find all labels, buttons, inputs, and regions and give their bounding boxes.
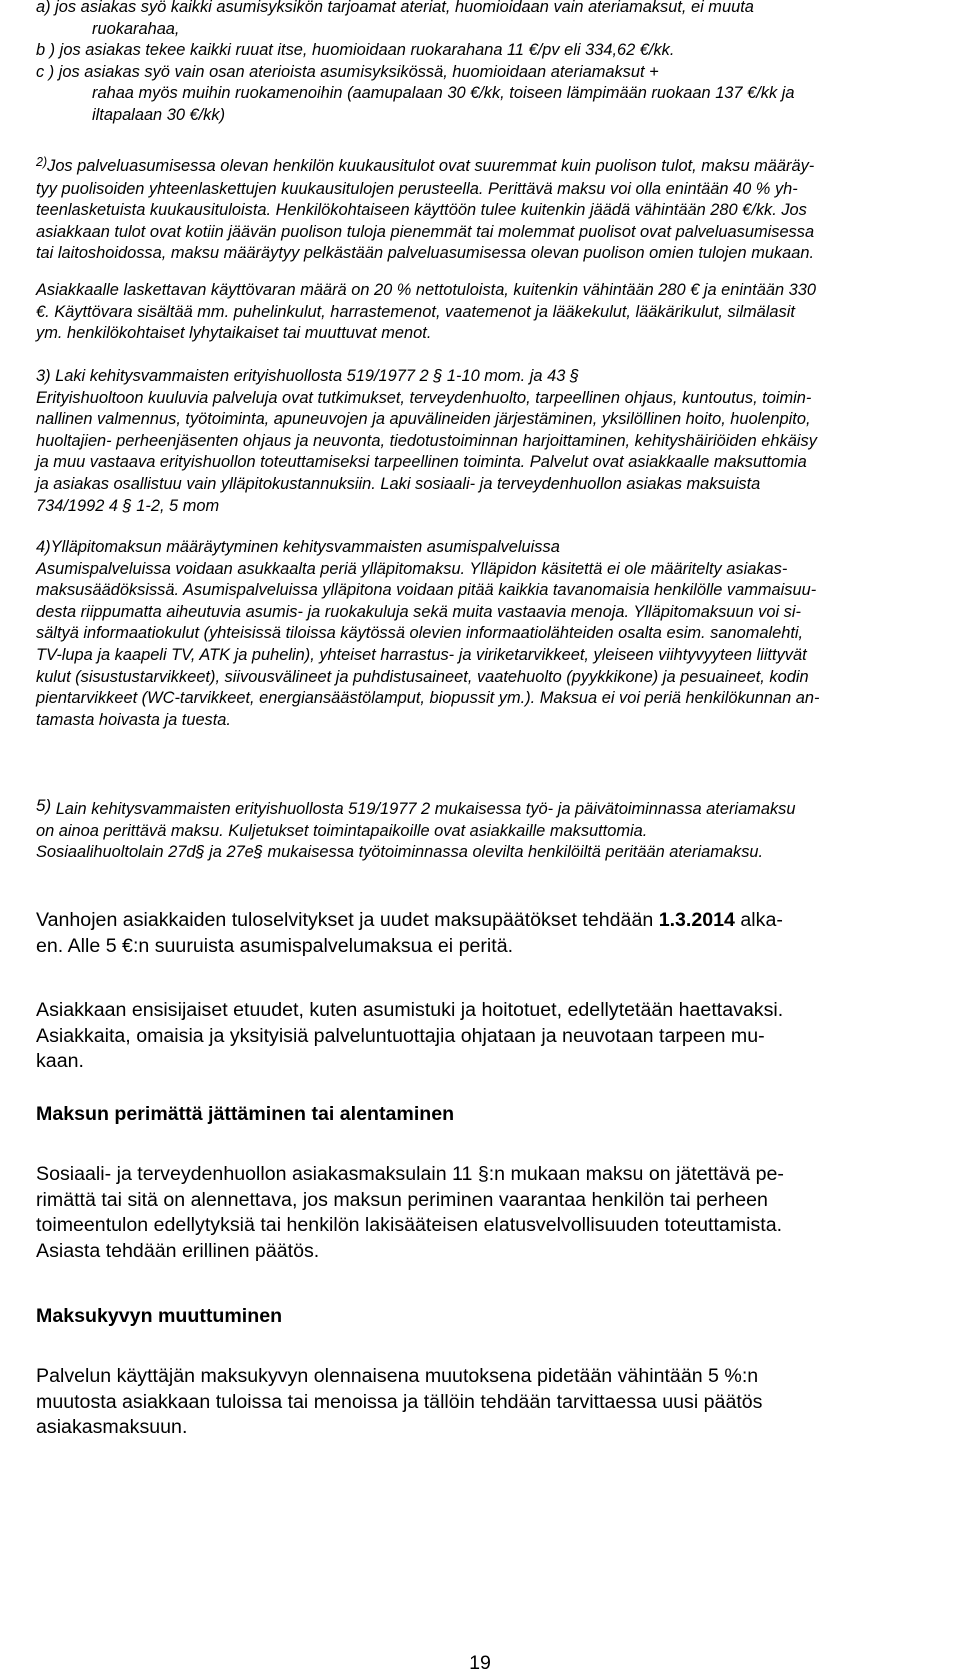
heading-fee-waiver: Maksun perimättä jättäminen tai alentaminen xyxy=(36,1103,455,1125)
footnote-3-line5: ja muu vastaava erityishuollon toteuttamiseksi tarpeellinen toiminta. Palvelut ovat asiakkaalle maksuttomia xyxy=(36,453,807,472)
paragraph-payment-capacity xyxy=(36,1364,942,1441)
footnote-5 xyxy=(36,798,942,864)
meal-calculation-list xyxy=(36,0,942,127)
fee-waiver-line1: Sosiaali- ja terveydenhuollon asiakasmaksulain 11 §:n mukaan maksu on jätettävä pe- xyxy=(36,1163,784,1185)
list-item-c-line2: rahaa myös muihin ruokamenoihin (aamupalaan 30 €/kk, toiseen lämpimään ruokaan 137 €/kk ja xyxy=(92,84,795,103)
old-clients-line1-end: alka- xyxy=(734,909,783,931)
footnote-4-line2: Asumispalveluissa voidaan asukkaalta periä ylläpitomaksu. Ylläpidon käsitettä ei ole määritelty asiakas- xyxy=(36,559,788,578)
footnote-4-line9: tamasta hoivasta ja tuesta. xyxy=(36,710,231,729)
footnote-4-line5: sältyä informaatiokulut (yhteisissä tiloissa käytössä olevien informaatiolähteiden osalta esim. sanomalehti, xyxy=(36,624,804,643)
footnote-3-line2: Erityishuoltoon kuuluvia palveluja ovat tutkimukset, terveydenhuolto, tarpeellinen ohjaus, kuntoutus, toimin- xyxy=(36,388,812,407)
old-clients-line2: en. Alle 5 €:n suuruista asumispalvelumaksua ei peritä. xyxy=(36,934,514,957)
list-item-c-line3: iltapalaan 30 €/kk) xyxy=(92,105,226,124)
footnote-4-line7: kulut (sisustustarvikkeet), siivousvälineet ja puhdistusaineet, vaatehuolto (pyykkikone) ja pesuaineet, kodin xyxy=(36,667,809,686)
payment-capacity-line3: asiakasmaksuun. xyxy=(36,1416,188,1439)
primary-benefits-line2: Asiakkaita, omaisia ja yksityisiä palveluntuottajia ohjataan ja neuvotaan tarpeen mu- xyxy=(36,1024,765,1047)
footnote-5-marker: 5) xyxy=(36,796,52,815)
kayttovara-line3: ym. henkilökohtaiset lyhytaikaiset tai muuttuvat menot. xyxy=(36,324,432,343)
paragraph-old-clients xyxy=(36,908,942,959)
footnote-4-line3: maksusäädöksissä. Asumispalveluissa ylläpitona voidaan pitää kaikkia tavanomaisia henkilölle vammaisuu- xyxy=(36,581,817,600)
old-clients-line1-text: Vanhojen asiakkaiden tuloselvitykset ja uudet maksupäätökset tehdään xyxy=(36,909,659,931)
footnote-3-line6: ja asiakas osallistuu vain ylläpitokustannuksiin. Laki sosiaali- ja terveydenhuollon asiakas maksuista xyxy=(36,474,761,493)
footnote-2-line4: asiakkaan tulot ovat kotiin jäävän puolison tuloja pienemmät tai molemmat puolisot ovat palveluasumisessa xyxy=(36,222,815,241)
footnote-5-line1: Lain kehitysvammaisten erityishuollosta 519/1977 2 mukaisessa työ- ja päivätoiminnassa ateriamaksu xyxy=(55,800,796,818)
footnote-5-line2: on ainoa perittävä maksu. Kuljetukset toimintapaikoille ovat asiakkaille maksuttomia. xyxy=(36,821,648,840)
footnote-2-marker: 2) xyxy=(36,155,48,169)
footnote-4 xyxy=(36,537,942,731)
footnote-2-line3: teenlasketuista kuukausituloista. Henkilökohtaiseen käyttöön tulee kuitenkin jäädä vähintään 280 €/kk. Jos xyxy=(36,201,807,220)
footnote-3-line3: nallinen valmennus, työtoiminta, apuneuvojen ja apuvälineiden järjestäminen, yksilöllinen hoito, huolenpito, xyxy=(36,410,811,429)
footnote-2 xyxy=(36,156,942,265)
fee-waiver-line2: rimättä tai sitä on alennettava, jos maksun periminen vaarantaa henkilön tai perheen xyxy=(36,1188,768,1211)
list-item-c-line1: c ) jos asiakas syö vain osan aterioista asumisyksikössä, huomioidaan ateriamaksut + xyxy=(36,62,659,81)
kayttovara-line2: €. Käyttövara sisältää mm. puhelinkulut, harrastemenot, vaatemenot ja lääkekulut, lääkärikulut, silmälasit xyxy=(36,302,795,321)
footnote-3-line4: huoltajien- perheenjäsenten ohjaus ja neuvonta, tiedotustoiminnan harjoittaminen, kehityshäiriöiden ehkäisy xyxy=(36,431,817,450)
payment-capacity-line1: Palvelun käyttäjän maksukyvyn olennaisena muutoksena pidetään vähintään 5 %:n xyxy=(36,1365,759,1387)
fee-waiver-line3: toimeentulon edellytyksiä tai henkilön lakisääteisen elatusvelvollisuuden toteuttamista. xyxy=(36,1214,783,1237)
footnote-4-line1: 4)Ylläpitomaksun määräytyminen kehitysvammaisten asumispalveluissa xyxy=(36,538,560,556)
page-number: 19 xyxy=(469,1652,491,1674)
footnote-4-line6: TV-lupa ja kaapeli TV, ATK ja puhelin), yhteiset harrastus- ja viriketarvikkeet, yleiseen viihtyvyyteen liittyvät xyxy=(36,645,807,664)
primary-benefits-line1: Asiakkaan ensisijaiset etuudet, kuten asumistuki ja hoitotuet, edellytetään haettavaksi. xyxy=(36,999,784,1021)
primary-benefits-line3: kaan. xyxy=(36,1050,84,1073)
footnote-2-line1: Jos palveluasumisessa olevan henkilön kuukausitulot ovat suuremmat kuin puolison tulot, maksu määräy- xyxy=(47,157,815,175)
footnote-3-line1: 3) Laki kehitysvammaisten erityishuollosta 519/1977 2 § 1-10 mom. ja 43 § xyxy=(36,367,579,385)
list-item-a-line1: a) jos asiakas syö kaikki asumisyksikön tarjoamat ateriat, huomioidaan vain ateriamaksut, ei muuta xyxy=(36,0,754,16)
footnote-5-line3: Sosiaalihuoltolain 27d§ ja 27e§ mukaisessa työtoiminnassa olevilta henkilöiltä peritään ateriamaksu. xyxy=(36,843,764,862)
kayttovara-line1: Asiakkaalle laskettavan käyttövaran määrä on 20 % nettotuloista, kuitenkin vähintään 280 € ja enintään 330 xyxy=(36,281,816,299)
heading-payment-capacity: Maksukyvyn muuttuminen xyxy=(36,1305,283,1327)
footnote-3 xyxy=(36,366,942,517)
list-item-a-line2: ruokarahaa, xyxy=(92,19,180,38)
footnote-4-line4: desta riippumatta aiheutuvia asumis- ja ruokakuluja sekä muita vastaavia menoja. Ylläpitomaksuun voi si- xyxy=(36,602,801,621)
paragraph-fee-waiver xyxy=(36,1162,942,1264)
footnote-2-line2: tyy puolisoiden yhteenlaskettujen kuukausitulojen perusteella. Perittävä maksu voi olla enintään 40 % yh- xyxy=(36,179,798,198)
list-item-b: b ) jos asiakas tekee kaikki ruuat itse, huomioidaan ruokarahana 11 €/pv eli 334,62 €/kk. xyxy=(36,41,675,60)
old-clients-date: 1.3.2014 xyxy=(658,909,735,931)
paragraph-primary-benefits xyxy=(36,998,942,1075)
kayttovara-paragraph xyxy=(36,280,942,345)
footnote-3-line7: 734/1992 4 § 1-2, 5 mom xyxy=(36,496,220,515)
footnote-4-line8: pientarvikkeet (WC-tarvikkeet, energiansäästölamput, biopussit ym.). Maksua ei voi periä henkilökunnan an- xyxy=(36,689,820,708)
fee-waiver-line4: Asiasta tehdään erillinen päätös. xyxy=(36,1239,320,1262)
footnote-2-line5: tai laitoshoidossa, maksu määräytyy pelkästään palveluasumisessa olevan puolison omien tulojen mukaan. xyxy=(36,244,815,263)
payment-capacity-line2: muutosta asiakkaan tuloissa tai menoissa ja tällöin tehdään tarvittaessa uusi päätös xyxy=(36,1390,763,1413)
